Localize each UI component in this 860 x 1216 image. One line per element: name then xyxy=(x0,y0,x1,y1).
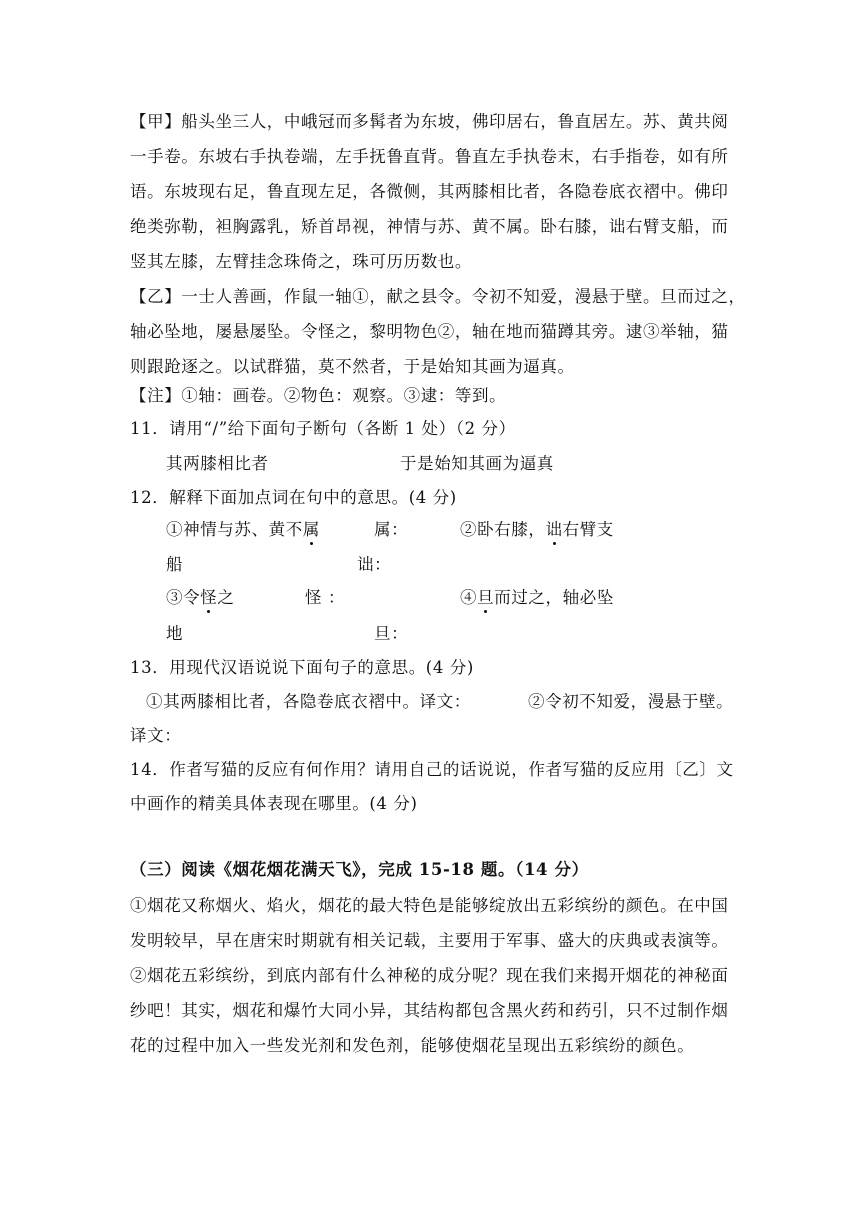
item-text: 而过之，轴必坠 xyxy=(494,588,614,607)
question-12-label-4: 旦： xyxy=(374,624,409,643)
passage-yi-line: 轴必坠地，屡悬屡坠。令怪之，黎明物色②，轴在地而猫蹲其旁。逮③举轴，猫 xyxy=(130,322,729,341)
question-12-item-1 xyxy=(166,516,320,540)
passage-jia-line: 一手卷。东坡右手执卷端，左手抚鲁直背。鲁直左手执卷末，右手指卷，如有所 xyxy=(130,147,729,166)
item-text: ①神情与苏、黄不 xyxy=(166,520,303,539)
item-text: ②卧右膝， xyxy=(460,520,546,539)
question-13-sentence-1: ①其两膝相比者，各隐卷底衣褶中。译文： xyxy=(146,692,471,711)
question-11-sentence-a: 其两膝相比者 xyxy=(166,454,269,473)
dotted-word: 怪 xyxy=(200,588,218,607)
passage-jia-line: 竖其左膝，左臂挂念珠倚之，珠可历历数也。 xyxy=(130,252,472,271)
question-12-item-2 xyxy=(460,516,614,540)
item-text: 之 xyxy=(217,588,235,607)
dotted-word: 诎 xyxy=(545,520,563,539)
section-3-line: 花的过程中加入一些发光剂和发色剂，能够使烟花呈现出五彩缤纷的颜色。 xyxy=(130,1036,695,1055)
passage-yi-line: 【乙】一士人善画，作鼠一轴①，献之县令。令初不知爱，漫悬于壁。旦而过之， xyxy=(130,287,746,306)
question-12-label-1: 属： xyxy=(374,520,409,539)
question-12-label-2: 诎： xyxy=(357,555,392,574)
question-14-line: 中画作的精美具体表现在哪里。(4 分) xyxy=(130,794,418,813)
question-13-stem: 13．用现代汉语说说下面句子的意思。(4 分) xyxy=(130,658,474,677)
passage-jia-line: 【甲】船头坐三人，中峨冠而多髯者为东坡，佛印居右，鲁直居左。苏、黄共阅 xyxy=(130,112,729,131)
passage-jia-line: 绝类弥勒，袒胸露乳，矫首昂视，神情与苏、黄不属。卧右膝，诎右臂支船，而 xyxy=(130,217,729,236)
question-13-sentence-2: ②令初不知爱，漫悬于壁。 xyxy=(528,692,734,711)
item-text: 右臂支 xyxy=(562,520,614,539)
section-3-line: ②烟花五彩缤纷，到底内部有什么神秘的成分呢？现在我们来揭开烟花的神秘面 xyxy=(130,966,729,985)
question-12-stem: 12．解释下面加点词在句中的意思。(4 分) xyxy=(130,488,457,507)
passage-jia-line: 语。东坡现右足，鲁直现左足，各微侧，其两膝相比者，各隐卷底衣褶中。佛印 xyxy=(130,182,729,201)
dotted-word: 旦 xyxy=(477,588,495,607)
question-12-item-2-cont: 船 xyxy=(166,555,184,574)
section-3-heading: （三）阅读《烟花烟花满天飞》，完成 15-18 题。（14 分） xyxy=(130,860,589,879)
passage-yi-line: 则跟跄逐之。以试群猫，莫不然者，于是始知其画为逼真。 xyxy=(130,357,575,376)
question-14-line: 14．作者写猫的反应有何作用？请用自己的话说说，作者写猫的反应用〔乙〕文 xyxy=(130,760,734,779)
section-3-line: ①烟花又称烟火、焰火，烟花的最大特色是能够绽放出五彩缤纷的颜色。在中国 xyxy=(130,896,729,915)
question-12-item-4-cont: 地 xyxy=(166,624,184,643)
section-3-line: 纱吧！其实，烟花和爆竹大同小异，其结构都包含黑火药和药引，只不过制作烟 xyxy=(130,1001,729,1020)
question-11-stem: 11．请用“/”给下面句子断句（各断 1 处）（2 分） xyxy=(130,419,516,438)
question-12-item-4 xyxy=(460,584,614,608)
dotted-word: 属 xyxy=(302,520,320,539)
question-11-sentence-b: 于是始知其画为逼真 xyxy=(400,454,554,473)
item-text: ③令 xyxy=(166,588,201,607)
notes: 【注】①轴：画卷。②物色：观察。③逮：等到。 xyxy=(130,386,507,405)
section-3-line: 发明较早，早在唐宋时期就有相关记载，主要用于军事、盛大的庆典或表演等。 xyxy=(130,931,729,950)
question-13-translation-label: 译文： xyxy=(130,726,182,745)
item-text: ④ xyxy=(460,588,478,607)
question-12-label-3: 怪 ： xyxy=(305,588,346,607)
question-12-item-3 xyxy=(166,584,234,608)
